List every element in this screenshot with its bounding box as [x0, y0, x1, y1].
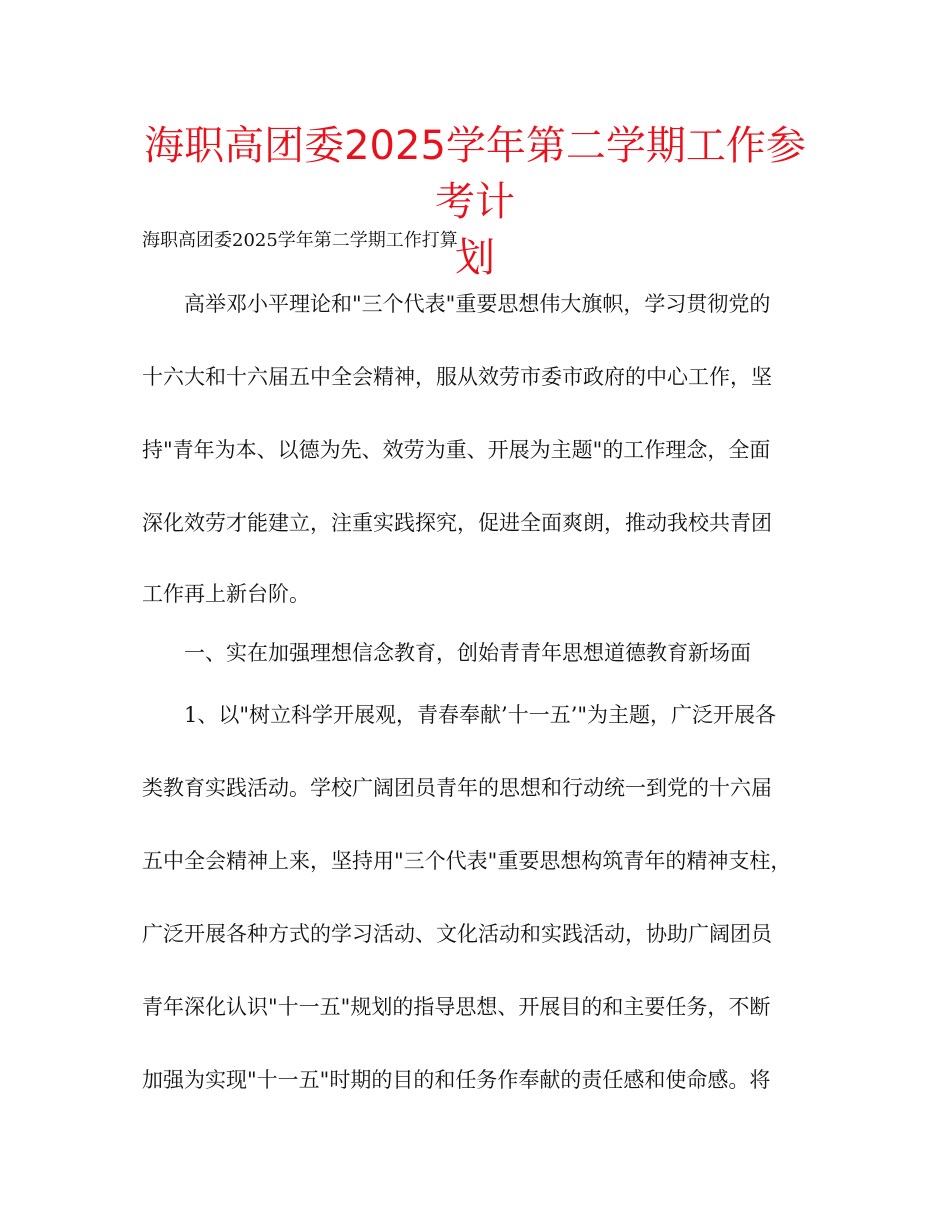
paragraph-line: 1、以"树立科学开展观，青春奉献’十一五’"为主题，广泛开展各 — [184, 703, 777, 727]
document-subtitle: 海职高团委2025学年第二学期工作打算 — [142, 230, 458, 251]
paragraph-line: 类教育实践活动。学校广阔团员青年的思想和行动统一到党的十六届 — [142, 776, 772, 800]
paragraph-line: 广泛开展各种方式的学习活动、文化活动和实践活动，协助广阔团员 — [142, 922, 772, 946]
title-line-2: 划 — [455, 235, 495, 281]
paragraph-line: 工作再上新台阶。 — [142, 582, 310, 606]
paragraph-line: 五中全会精神上来，坚持用"三个代表"重要思想构筑青年的精神支柱， — [142, 849, 792, 873]
paragraph-line: 青年深化认识"十一五"规划的指导思想、开展目的和主要任务，不断 — [142, 995, 771, 1019]
document-title — [130, 118, 820, 286]
title-line-1: 海职高团委2025学年第二学期工作参考计 — [144, 123, 806, 225]
paragraph-line: 十六大和十六届五中全会精神，服从效劳市委市政府的中心工作，坚 — [142, 365, 772, 389]
paragraph-line: 加强为实现"十一五"时期的目的和任务作奉献的责任感和使命感。将 — [142, 1068, 771, 1092]
paragraph-line: 高举邓小平理论和"三个代表"重要思想伟大旗帜，学习贯彻党的 — [184, 292, 771, 316]
section-heading: 一、实在加强理想信念教育，创始青青年思想道德教育新场面 — [184, 641, 751, 665]
paragraph-line: 深化效劳才能建立，注重实践探究，促进全面爽朗，推动我校共青团 — [142, 511, 772, 535]
paragraph-line: 持"青年为本、以德为先、效劳为重、开展为主题"的工作理念，全面 — [142, 438, 771, 462]
